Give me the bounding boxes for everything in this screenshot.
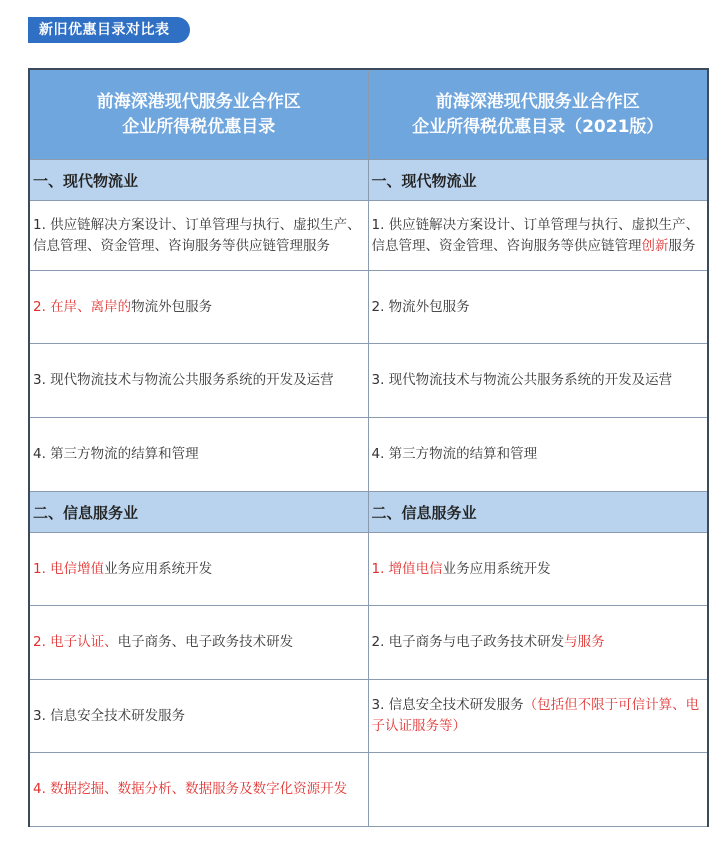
new-item <box>368 753 708 827</box>
table-row <box>29 606 708 680</box>
old-item-text: 4. 第三方物流的结算和管理 <box>33 446 199 462</box>
table-row <box>29 418 708 492</box>
new-item-text: 服务 <box>668 237 696 254</box>
category-row <box>29 160 708 201</box>
table-header-row <box>29 69 708 160</box>
old-item-text: 3. 现代物流技术与物流公共服务系统的开发及运营 <box>33 372 334 388</box>
old-item-text: 在岸、离岸的 <box>50 298 132 315</box>
new-item-text: 与服务 <box>564 634 605 650</box>
old-item-text: 2. <box>33 298 51 315</box>
header-left-line1: 前海深港现代服务业合作区 <box>96 91 301 112</box>
new-item-text: 创新 <box>641 237 669 254</box>
old-item <box>29 753 368 827</box>
comparison-table <box>28 68 709 827</box>
new-item <box>368 533 708 606</box>
old-item-text: 3. 信息安全技术研发服务 <box>33 707 186 724</box>
table-row <box>29 533 708 606</box>
new-item-text: 3. 现代物流技术与物流公共服务系统的开发及运营 <box>371 372 673 388</box>
old-item-text: 物流外包服务 <box>131 298 213 315</box>
old-item-text: 电子商务、电子政务技术研发 <box>117 634 294 650</box>
table-row <box>29 201 708 271</box>
new-item <box>368 606 708 680</box>
header-left-line2: 企业所得税优惠目录 <box>122 116 276 137</box>
new-item-text: 1. <box>371 560 389 577</box>
old-item <box>29 680 368 753</box>
category-title-right: 一、现代物流业 <box>368 160 708 201</box>
header-left <box>29 69 368 160</box>
old-item <box>29 201 368 271</box>
old-item <box>29 271 368 344</box>
old-item <box>29 344 368 418</box>
new-item-text: 4. 第三方物流的结算和管理 <box>371 446 538 462</box>
old-item-text: 电子认证、 <box>50 634 118 650</box>
old-item-text: 业务应用系统开发 <box>104 560 213 577</box>
new-item-text: 业务应用系统开发 <box>442 560 551 577</box>
table-row <box>29 753 708 827</box>
table-row <box>29 344 708 418</box>
old-item-text: 1. 供应链解决方案设计、订单管理与执行、虚拟生产、信息管理、资金管理、咨询服务等供应链管理服务 <box>33 216 361 254</box>
table-row <box>29 680 708 753</box>
table-row <box>29 271 708 344</box>
category-title-left: 二、信息服务业 <box>29 492 368 533</box>
section-badge: 新旧优惠目录对比表 <box>28 17 190 43</box>
new-item-text: 2. 物流外包服务 <box>371 298 470 315</box>
new-item <box>368 344 708 418</box>
new-item-text: 1. 供应链解决方案设计、订单管理与执行、虚拟生产、信息管理、资金管理、咨询服务等供应链管理 <box>371 216 700 254</box>
new-item-text: 3. 信息安全技术研发服务 <box>371 697 524 713</box>
header-right-line2: 企业所得税优惠目录（2021版） <box>412 116 664 137</box>
old-item <box>29 533 368 606</box>
old-item-text: 电信增值 <box>50 560 105 577</box>
old-item <box>29 606 368 680</box>
old-item-text: 4. <box>33 781 51 797</box>
category-title-left: 一、现代物流业 <box>29 160 368 201</box>
category-row <box>29 492 708 533</box>
old-item-text: 1. <box>33 560 51 577</box>
category-title-right: 二、信息服务业 <box>368 492 708 533</box>
new-item-text: 2. 电子商务与电子政务技术研发 <box>371 634 565 650</box>
old-item <box>29 418 368 492</box>
new-item-text: （包括但不限于可信计算、电子认证服务等） <box>371 697 700 734</box>
new-item <box>368 418 708 492</box>
new-item <box>368 271 708 344</box>
new-item <box>368 680 708 753</box>
header-right <box>368 69 708 160</box>
new-item-text: 增值电信 <box>388 560 443 577</box>
header-right-line1: 前海深港现代服务业合作区 <box>435 91 640 112</box>
old-item-text: 2. <box>33 634 51 650</box>
new-item <box>368 201 708 271</box>
old-item-text: 数据挖掘、数据分析、数据服务及数字化资源开发 <box>50 781 348 797</box>
